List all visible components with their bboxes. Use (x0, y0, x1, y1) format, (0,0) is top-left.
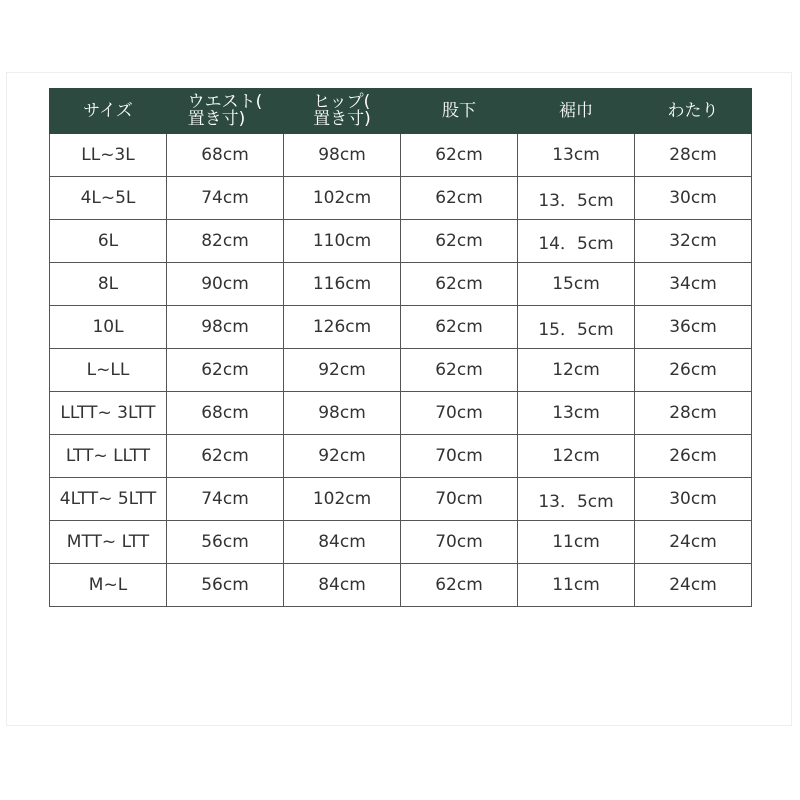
table-row (50, 392, 752, 435)
cell-size: 8L (50, 263, 167, 306)
header-label-line1: ヒップ( (313, 92, 371, 112)
cell-hip: 92cm (284, 349, 401, 392)
header-thigh (635, 89, 752, 134)
cell-inseam: 62cm (401, 220, 518, 263)
cell-hip: 102cm (284, 478, 401, 521)
cell-inseam: 70cm (401, 435, 518, 478)
cell-hem-width: 12cm (518, 349, 635, 392)
cell-inseam: 62cm (401, 134, 518, 177)
cell-size: 4L~5L (50, 177, 167, 220)
cell-hem-width: 15．5cm (518, 306, 635, 349)
table-row (50, 306, 752, 349)
table-body (50, 134, 752, 607)
header-label: 股下 (442, 100, 476, 121)
cell-thigh: 24cm (635, 521, 752, 564)
table-row (50, 177, 752, 220)
header-label: 裾巾 (559, 100, 593, 121)
cell-waist: 74cm (167, 478, 284, 521)
header-label: サイズ (83, 100, 133, 121)
cell-hip: 84cm (284, 521, 401, 564)
cell-hip: 116cm (284, 263, 401, 306)
cell-hem-width: 13cm (518, 392, 635, 435)
header-inseam (401, 89, 518, 134)
cell-hip: 102cm (284, 177, 401, 220)
cell-hem-width: 12cm (518, 435, 635, 478)
size-chart-table (49, 88, 752, 607)
cell-thigh: 32cm (635, 220, 752, 263)
cell-thigh: 26cm (635, 435, 752, 478)
cell-thigh: 28cm (635, 392, 752, 435)
cell-hem-width: 13．5cm (518, 177, 635, 220)
header-row (50, 89, 752, 134)
cell-waist: 62cm (167, 435, 284, 478)
cell-size: M~L (50, 564, 167, 607)
cell-hip: 110cm (284, 220, 401, 263)
cell-waist: 68cm (167, 392, 284, 435)
header-hem-width (518, 89, 635, 134)
cell-thigh: 34cm (635, 263, 752, 306)
table-row (50, 263, 752, 306)
cell-hem-width: 14．5cm (518, 220, 635, 263)
cell-inseam: 62cm (401, 177, 518, 220)
table-row (50, 349, 752, 392)
cell-inseam: 70cm (401, 478, 518, 521)
cell-hip: 98cm (284, 392, 401, 435)
cell-thigh: 36cm (635, 306, 752, 349)
cell-size: MTT~ LTT (50, 521, 167, 564)
cell-size: 4LTT~ 5LTT (50, 478, 167, 521)
header-size (50, 89, 167, 134)
cell-size: 10L (50, 306, 167, 349)
cell-thigh: 26cm (635, 349, 752, 392)
cell-inseam: 62cm (401, 564, 518, 607)
header-waist (167, 89, 284, 134)
cell-hip: 84cm (284, 564, 401, 607)
cell-inseam: 62cm (401, 349, 518, 392)
cell-waist: 98cm (167, 306, 284, 349)
cell-inseam: 62cm (401, 263, 518, 306)
cell-size: L~LL (50, 349, 167, 392)
header-label-line2: 置き寸) (187, 109, 246, 129)
cell-waist: 90cm (167, 263, 284, 306)
cell-thigh: 30cm (635, 177, 752, 220)
table-row (50, 220, 752, 263)
cell-hip: 126cm (284, 306, 401, 349)
cell-hip: 92cm (284, 435, 401, 478)
cell-size: 6L (50, 220, 167, 263)
cell-hip: 98cm (284, 134, 401, 177)
cell-inseam: 70cm (401, 521, 518, 564)
cell-hem-width: 15cm (518, 263, 635, 306)
cell-waist: 62cm (167, 349, 284, 392)
cell-inseam: 70cm (401, 392, 518, 435)
cell-size: LLTT~ 3LTT (50, 392, 167, 435)
cell-waist: 56cm (167, 521, 284, 564)
cell-hem-width: 11cm (518, 521, 635, 564)
table-row (50, 435, 752, 478)
table-header (50, 89, 752, 134)
cell-hem-width: 13cm (518, 134, 635, 177)
cell-size: LL~3L (50, 134, 167, 177)
cell-waist: 68cm (167, 134, 284, 177)
table-row (50, 134, 752, 177)
table-row (50, 521, 752, 564)
cell-thigh: 24cm (635, 564, 752, 607)
cell-waist: 74cm (167, 177, 284, 220)
cell-hem-width: 13．5cm (518, 478, 635, 521)
header-hip (284, 89, 401, 134)
header-label (188, 94, 263, 128)
cell-size: LTT~ LLTT (50, 435, 167, 478)
cell-waist: 82cm (167, 220, 284, 263)
cell-waist: 56cm (167, 564, 284, 607)
cell-hem-width: 11cm (518, 564, 635, 607)
header-label (313, 94, 371, 128)
cell-thigh: 30cm (635, 478, 752, 521)
cell-thigh: 28cm (635, 134, 752, 177)
cell-inseam: 62cm (401, 306, 518, 349)
table-row (50, 564, 752, 607)
header-label-line2: 置き寸) (313, 109, 371, 129)
table-row (50, 478, 752, 521)
header-label: わたり (667, 100, 719, 121)
header-label-line1: ウエスト( (187, 92, 263, 112)
